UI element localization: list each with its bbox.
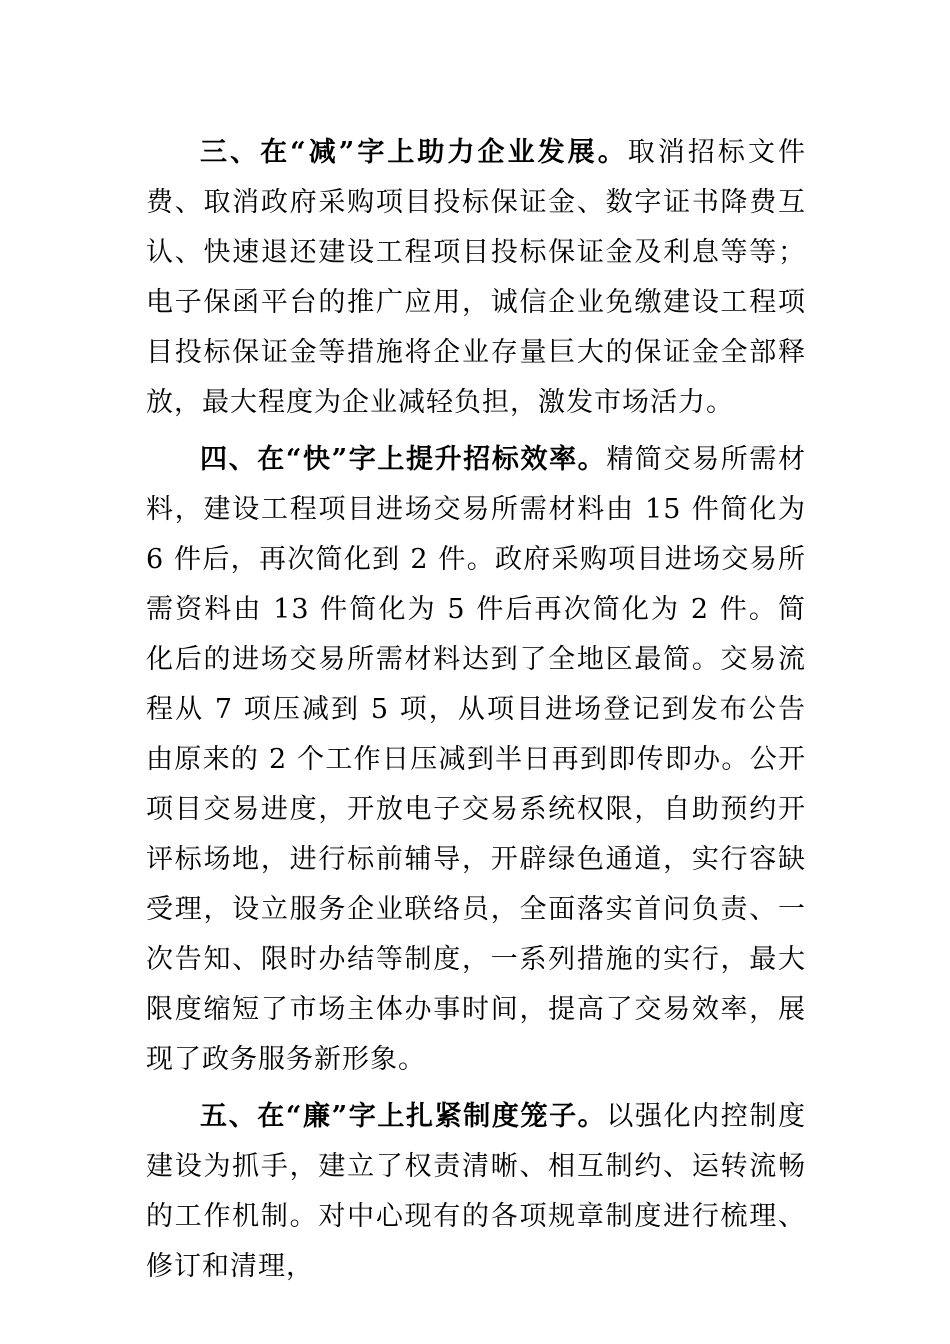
paragraph-integrity bbox=[146, 1092, 806, 1292]
paragraph-body: 取消招标文件费、取消政府采购项目投标保证金、数字证书降费互认、快速退还建设工程项目投标保证金及利息等等；电子保函平台的推广应用，诚信企业免缴建设工程项目投标保证金等措施将企业存量巨大的保证金全部释放，最大程度为企业减轻负担，激发市场活力。 bbox=[146, 137, 806, 418]
paragraph-fast bbox=[146, 435, 806, 1085]
paragraph-body: 以强化内控制度建设为抓手，建立了权责清晰、相互制约、运转流畅的工作机制。对中心现有的各项规章制度进行梳理、修订和清理， bbox=[146, 1101, 807, 1282]
paragraph-heading: 三、在“减”字上助力企业发展。 bbox=[200, 137, 628, 168]
document-page bbox=[146, 128, 806, 1292]
paragraph-body: 精简交易所需材料，建设工程项目进场交易所需材料由 15 件简化为 6 件后，再次简化到 2 件。政府采购项目进场交易所需资料由 13 件简化为 5 件后再次简化为 2 件。简化后的进场交易所需材料达到了全地区最简。交易流程从 7 项压减到 5 项，从项目进场登记到发布公告由原来的 2 个工作日压减到半日再到即传即办。公开项目交易进度，开放电子交易系统权限，自助预约开评标场地，进行标前辅导，开辟绿色通道，实行容缺受理，设立服务企业联络员，全面落实首问负责、一次告知、限时办结等制度，一系列措施的实行，最大限度缩短了市场主体办事时间，提高了交易效率，展现了政务服务新形象。 bbox=[146, 444, 807, 1075]
paragraph-reduce bbox=[146, 128, 806, 428]
paragraph-heading: 四、在“快”字上提升招标效率。 bbox=[200, 444, 607, 475]
paragraph-heading: 五、在“廉”字上扎紧制度笼子。 bbox=[200, 1101, 607, 1132]
